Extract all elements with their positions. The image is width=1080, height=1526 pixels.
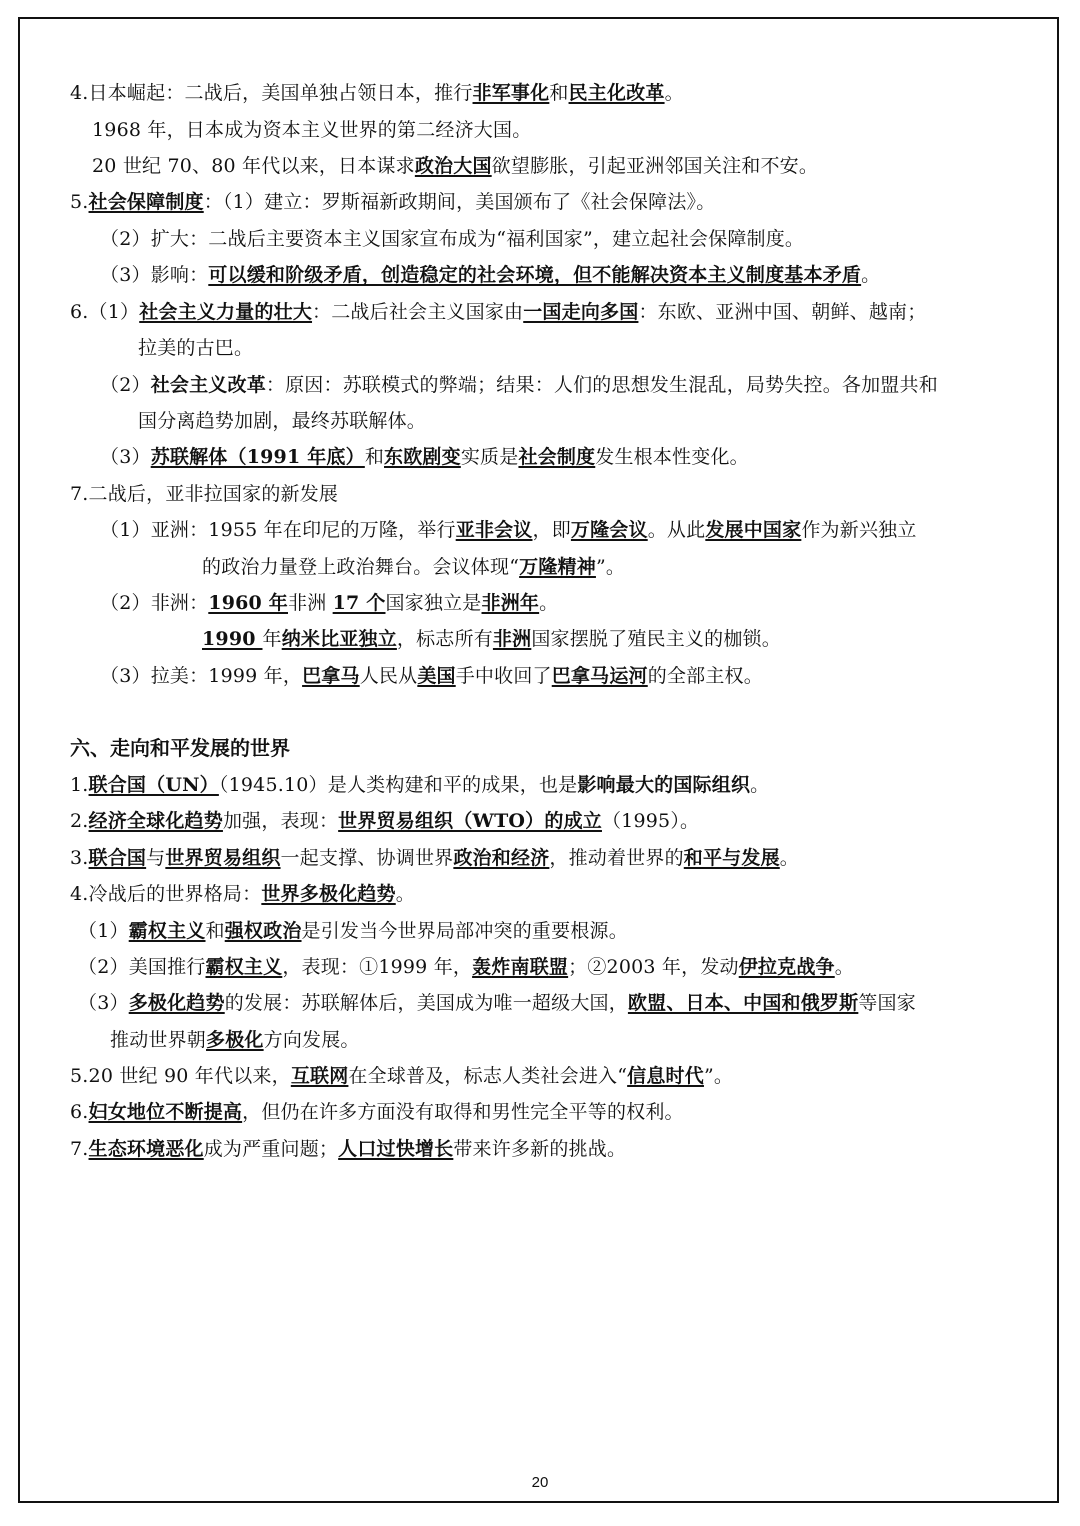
text-line [138,408,426,434]
line-text: （3） [78,992,129,1014]
line-text: （1）亚洲：1955 年在印尼的万隆，举行 [100,519,456,541]
key-term: 人口过快增长 [338,1138,454,1160]
line-text: 与 [146,847,166,869]
line-text: 国分离趋势加剧，最终苏联解体。 [138,410,427,432]
line-text: 。 [779,847,799,869]
line-text: （3） [100,446,151,468]
line-text: 非洲 [288,592,333,614]
line-text: ；②2003 年，发动 [568,956,739,978]
key-term: 妇女地位不断提高 [88,1101,243,1123]
line-text: ”。 [595,556,626,578]
line-text: 4.日本崛起：二战后，美国单独占领日本，推行 [70,82,473,104]
key-term: 社会制度 [518,446,596,468]
line-text: （3）拉美：1999 年， [100,665,303,687]
line-text: ：原因：苏联模式的弊端；结果：人们的思想发生混乱，局势失控。各加盟共和 [265,374,938,396]
line-text: ：（1）建立：罗斯福新政期间，美国颁布了《社会保障法》。 [203,191,716,213]
line-text: （2） [100,374,151,396]
key-term: 伊拉克战争 [738,956,835,978]
line-text: 。 [861,264,881,286]
key-term: 霸权主义 [128,920,206,942]
key-term: 纳米比亚独立 [281,628,397,650]
line-text: （2）扩大：二战后主要资本主义国家宣布成为“福利国家”，建立起社会保障制度。 [100,228,805,250]
line-text: 的政治力量登上政治舞台。会议体现“ [202,556,520,578]
line-text: 4.冷战后的世界格局： [70,883,262,905]
line-text: 拉美的古巴。 [138,337,254,359]
key-term: 东欧剧变 [384,446,461,468]
text-line [70,481,338,507]
text-line [70,1063,733,1089]
line-text: 和 [205,920,225,942]
key-term: 一国走向多国 [523,301,639,323]
text-line [100,517,917,543]
line-text: 20 世纪 70、80 年代以来，日本谋求 [92,155,415,177]
text-line [70,1099,684,1125]
line-text: 是引发当今世界局部冲突的重要根源。 [301,920,628,942]
text-line [70,845,799,871]
key-term: 亚非会议 [455,519,533,541]
key-term: 世界贸易组织（WTO）的成立 [338,810,602,832]
line-text: ，但仍在许多方面没有取得和男性完全平等的权利。 [242,1101,684,1123]
key-term: 美国 [417,665,456,687]
line-text: 6. [70,1101,89,1123]
text-line [100,262,880,288]
line-text: 实质是 [460,446,519,468]
line-text: 等国家 [858,992,916,1014]
key-term: 发展中国家 [705,519,802,541]
text-line [100,372,938,398]
text-line [70,881,415,907]
line-text: 手中收回了 [455,665,552,687]
text-line [110,1027,360,1053]
line-text: 1. [70,774,89,796]
text-line [92,117,531,143]
line-text: 推动世界朝 [110,1029,207,1051]
text-line [70,1136,626,1162]
key-term: 强权政治 [224,920,302,942]
line-text: ，标志所有 [396,628,493,650]
line-text: 5.20 世纪 90 年代以来， [70,1065,291,1087]
line-text: 和 [364,446,385,468]
key-term: 17 个 [332,592,386,614]
text-line [78,990,916,1016]
bold-term: 社会主义改革 [150,374,266,396]
text-line [92,153,818,179]
key-term: 联合国 [88,847,147,869]
key-term: 生态环境恶化 [88,1138,204,1160]
line-text: 。 [539,592,559,614]
line-text: ：二战后社会主义国家由 [312,301,524,323]
line-text: 一起支撑、协调世界 [280,847,454,869]
line-text: 方向发展。 [263,1029,360,1051]
key-term: 霸权主义 [205,956,283,978]
text-line [100,444,749,470]
key-term: 1990 [202,628,263,650]
line-text: 在全球普及，标志人类社会进入“ [348,1065,628,1087]
line-text: 3. [70,847,89,869]
text-line [78,954,854,980]
text-line [100,663,763,689]
line-text: （3）影响： [100,264,209,286]
line-text: 5. [70,191,89,213]
line-text: 发生根本性变化。 [595,446,749,468]
key-term: 经济全球化趋势 [88,810,223,832]
line-text: ”。 [703,1065,734,1087]
line-text: ，即 [532,519,571,541]
section-heading: 六、走向和平发展的世界 [70,736,290,760]
line-text: 的全部主权。 [647,665,763,687]
key-term: 1960 年 [208,592,288,614]
key-term: 非军事化 [472,82,550,104]
text-line [202,554,625,580]
key-term: 欧盟、日本、中国和俄罗斯 [627,992,859,1014]
line-text: 年 [262,628,282,650]
text-line [78,918,628,944]
line-text: 国家摆脱了殖民主义的枷锁。 [531,628,781,650]
key-term: 政治和经济 [453,847,550,869]
text-line [100,226,804,252]
key-term: 巴拿马运河 [551,665,648,687]
line-text: 人民从 [359,665,418,687]
key-term: 非洲 [492,628,532,650]
line-text: 作为新兴独立 [801,519,917,541]
line-text: （1） [78,920,129,942]
line-text: （2）美国推行 [78,956,206,978]
key-term: 信息时代 [627,1065,704,1087]
text-line [138,335,253,361]
line-text: 的发展：苏联解体后，美国成为唯一超级大国， [224,992,628,1014]
line-text: 6.（1） [70,301,140,323]
line-text: 1968 年，日本成为资本主义世界的第二经济大国。 [92,119,532,141]
key-term: 和平与发展 [683,847,780,869]
line-text: （1995）。 [601,810,700,832]
text-line [70,80,684,106]
line-text: （1945.10）是人类构建和平的成果，也是 [218,774,578,796]
key-term: 互联网 [290,1065,349,1087]
key-term: 万隆会议 [570,519,648,541]
page-number: 20 [531,1474,549,1491]
line-text: 2. [70,810,89,832]
key-term: 多极化趋势 [128,992,225,1014]
line-text: 。 [395,883,415,905]
key-term: 民主化改革 [568,82,665,104]
key-term: 可以缓和阶级矛盾，创造稳定的社会环境，但不能解决资本主义制度基本矛盾 [208,264,862,286]
line-text: ，推动着世界的 [549,847,684,869]
text-line [100,590,558,616]
key-term: 轰炸南联盟 [472,956,569,978]
line-text: ：东欧、亚洲中国、朝鲜、越南； [638,301,927,323]
line-text: 国家独立是 [385,592,482,614]
line-text: 带来许多新的挑战。 [453,1138,627,1160]
text-line [70,808,699,834]
key-term: 多极化 [206,1029,264,1051]
text-line [70,772,769,798]
key-term: 非洲年 [481,592,540,614]
key-term: 万隆精神 [519,556,596,578]
key-term: 政治大国 [414,155,492,177]
line-text: 加强，表现： [222,810,339,832]
line-text: 。 [750,774,770,796]
line-text: 欲望膨胀，引起亚洲邻国关注和不安。 [491,155,819,177]
line-text: ，表现：①1999 年， [282,956,473,978]
key-term: 苏联解体（1991 年底） [150,446,365,468]
text-line [70,299,926,325]
line-text: 。 [834,956,854,978]
text-line [202,626,781,652]
text-line [70,189,715,215]
key-term: 世界贸易组织 [165,847,281,869]
key-term: 巴拿马 [302,665,360,687]
key-term: 社会主义力量的壮大 [139,301,313,323]
line-text: 成为严重问题； [203,1138,339,1160]
key-term: 世界多极化趋势 [261,883,396,905]
line-text: 7.二战后，亚非拉国家的新发展 [70,483,339,505]
line-text: 和 [549,82,569,104]
bold-term: 影响最大的国际组织 [577,774,751,796]
line-text: 。 [664,82,684,104]
line-text: 7. [70,1138,89,1160]
line-text: 。从此 [647,519,706,541]
key-term: 联合国（UN） [88,774,219,796]
line-text: （2）非洲： [100,592,209,614]
key-term: 社会保障制度 [88,191,204,213]
